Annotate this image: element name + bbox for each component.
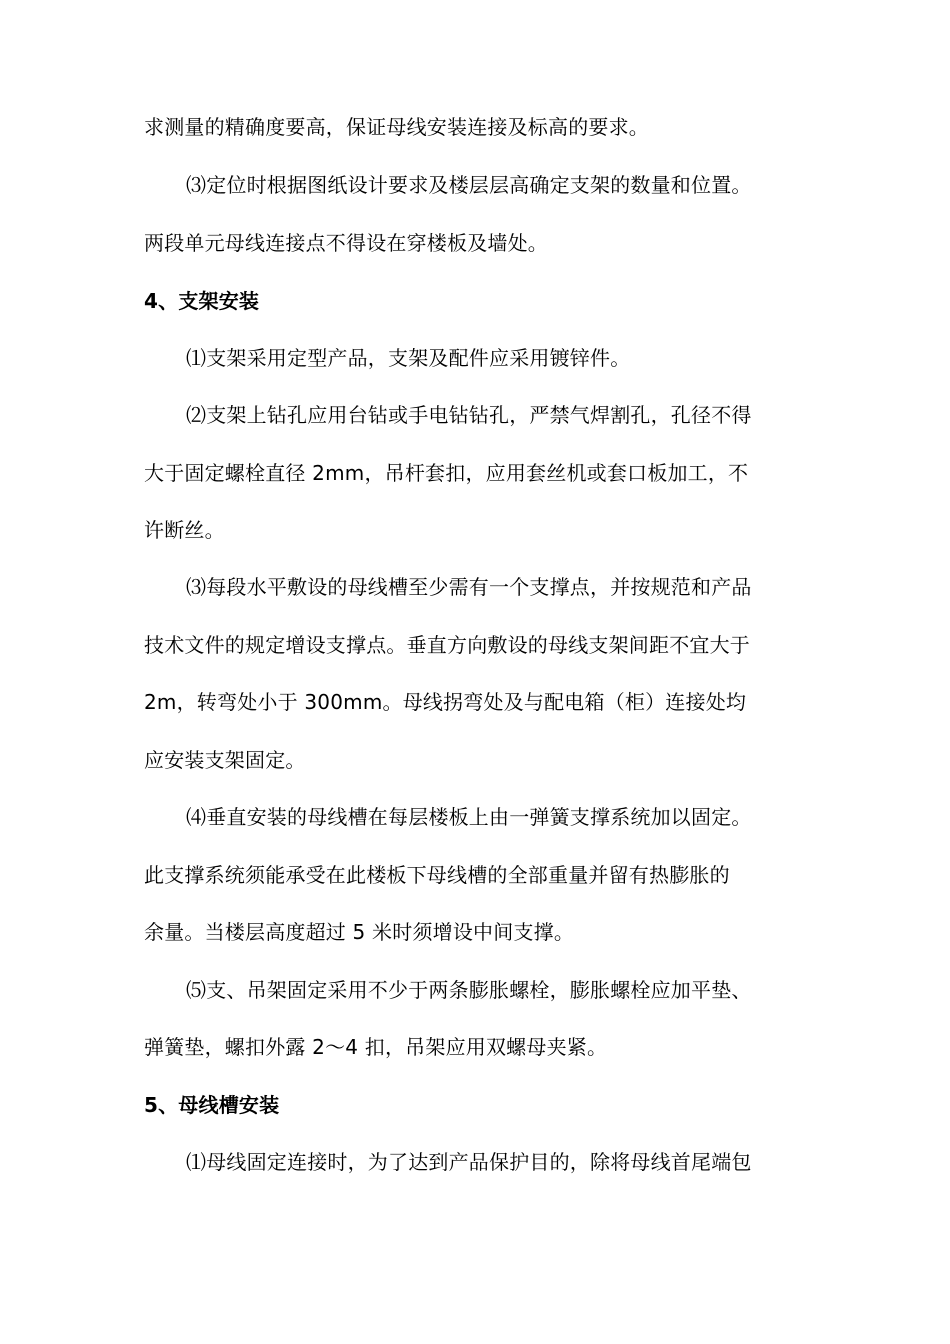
paragraph-line: ⑴母线固定连接时，为了达到产品保护目的，除将母线首尾端包 [186, 1150, 752, 1174]
paragraph-line: ⑴支架采用定型产品，支架及配件应采用镀锌件。 [186, 346, 631, 370]
paragraph-line: 许断丝。 [144, 518, 225, 542]
paragraph-line: 弹簧垫，螺扣外露 2～4 扣，吊架应用双螺母夹紧。 [144, 1035, 608, 1059]
section-heading: 4、支架安装 [144, 289, 260, 313]
paragraph-line: 两段单元母线连接点不得设在穿楼板及墙处。 [144, 231, 548, 255]
paragraph-line: 技术文件的规定增设支撑点。垂直方向敷设的母线支架间距不宜大于 [144, 633, 750, 657]
paragraph-line: 此支撑系统须能承受在此楼板下母线槽的全部重量并留有热膨胀的 [144, 863, 730, 887]
paragraph-line: ⑷垂直安装的母线槽在每层楼板上由一弹簧支撑系统加以固定。 [186, 805, 752, 829]
paragraph-line: 2m，转弯处小于 300mm。母线拐弯处及与配电箱（柜）连接处均 [144, 690, 747, 714]
paragraph-line: ⑶每段水平敷设的母线槽至少需有一个支撑点，并按规范和产品 [186, 575, 752, 599]
paragraph-line: 大于固定螺栓直径 2mm，吊杆套扣，应用套丝机或套口板加工，不 [144, 461, 749, 485]
paragraph-line: ⑸支、吊架固定采用不少于两条膨胀螺栓，膨胀螺栓应加平垫、 [186, 978, 752, 1002]
paragraph-line: ⑵支架上钻孔应用台钻或手电钻钻孔，严禁气焊割孔，孔径不得 [186, 403, 752, 427]
paragraph-line: 余量。当楼层高度超过 5 米时须增设中间支撑。 [144, 920, 575, 944]
paragraph-line: ⑶定位时根据图纸设计要求及楼层层高确定支架的数量和位置。 [186, 173, 752, 197]
paragraph-line: 求测量的精确度要高，保证母线安装连接及标高的要求。 [144, 115, 649, 139]
section-heading: 5、母线槽安装 [144, 1093, 280, 1117]
paragraph-line: 应安装支架固定。 [144, 748, 306, 772]
